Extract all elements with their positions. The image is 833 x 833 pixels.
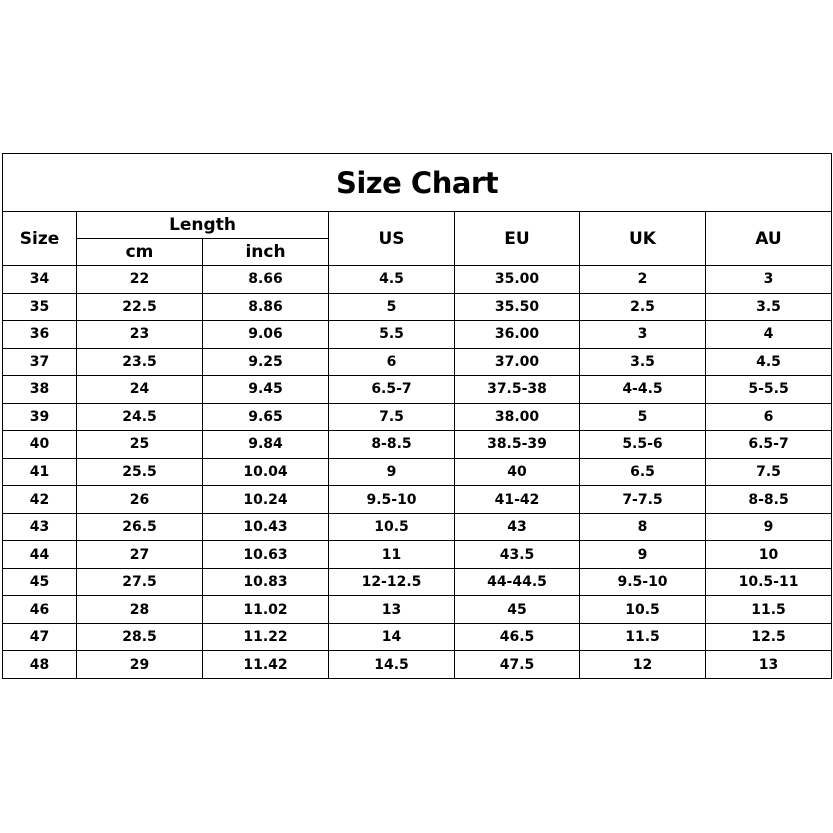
- cell-uk: 5: [580, 403, 706, 431]
- header-inch: inch: [203, 239, 329, 266]
- cell-us: 7.5: [329, 403, 455, 431]
- cell-cm: 27: [77, 541, 203, 569]
- table-row: [3, 596, 832, 624]
- cell-inch: 11.02: [203, 596, 329, 624]
- cell-cm: 24.5: [77, 403, 203, 431]
- cell-size: 34: [3, 266, 77, 294]
- chart-title: Size Chart: [3, 154, 832, 212]
- cell-inch: 10.63: [203, 541, 329, 569]
- cell-us: 6.5-7: [329, 376, 455, 404]
- cell-us: 4.5: [329, 266, 455, 294]
- cell-size: 41: [3, 458, 77, 486]
- header-length: Length: [77, 212, 329, 239]
- cell-us: 5.5: [329, 321, 455, 349]
- cell-uk: 2: [580, 266, 706, 294]
- cell-uk: 3: [580, 321, 706, 349]
- cell-uk: 6.5: [580, 458, 706, 486]
- cell-cm: 25.5: [77, 458, 203, 486]
- cell-inch: 8.86: [203, 293, 329, 321]
- cell-us: 14.5: [329, 651, 455, 679]
- table-row: [3, 568, 832, 596]
- cell-eu: 40: [455, 458, 580, 486]
- cell-au: 9: [706, 513, 832, 541]
- cell-cm: 22: [77, 266, 203, 294]
- cell-au: 3: [706, 266, 832, 294]
- cell-inch: 9.84: [203, 431, 329, 459]
- cell-us: 9: [329, 458, 455, 486]
- cell-cm: 25: [77, 431, 203, 459]
- cell-us: 8-8.5: [329, 431, 455, 459]
- table-row: [3, 403, 832, 431]
- cell-uk: 3.5: [580, 348, 706, 376]
- cell-us: 9.5-10: [329, 486, 455, 514]
- cell-au: 11.5: [706, 596, 832, 624]
- cell-uk: 9.5-10: [580, 568, 706, 596]
- cell-inch: 9.45: [203, 376, 329, 404]
- cell-cm: 28: [77, 596, 203, 624]
- cell-us: 12-12.5: [329, 568, 455, 596]
- header-us: US: [329, 212, 455, 266]
- cell-cm: 23: [77, 321, 203, 349]
- cell-size: 37: [3, 348, 77, 376]
- cell-uk: 9: [580, 541, 706, 569]
- cell-size: 43: [3, 513, 77, 541]
- cell-size: 40: [3, 431, 77, 459]
- table-row: [3, 321, 832, 349]
- table-row: [3, 293, 832, 321]
- cell-uk: 11.5: [580, 623, 706, 651]
- cell-inch: 8.66: [203, 266, 329, 294]
- cell-size: 47: [3, 623, 77, 651]
- cell-inch: 9.06: [203, 321, 329, 349]
- cell-inch: 10.83: [203, 568, 329, 596]
- cell-au: 6.5-7: [706, 431, 832, 459]
- cell-size: 42: [3, 486, 77, 514]
- cell-au: 4.5: [706, 348, 832, 376]
- table-row: [3, 348, 832, 376]
- table-row: [3, 376, 832, 404]
- cell-cm: 22.5: [77, 293, 203, 321]
- cell-cm: 29: [77, 651, 203, 679]
- cell-au: 3.5: [706, 293, 832, 321]
- header-uk: UK: [580, 212, 706, 266]
- cell-size: 35: [3, 293, 77, 321]
- cell-eu: 38.00: [455, 403, 580, 431]
- cell-inch: 10.24: [203, 486, 329, 514]
- cell-size: 38: [3, 376, 77, 404]
- cell-eu: 37.00: [455, 348, 580, 376]
- header-cm: cm: [77, 239, 203, 266]
- cell-uk: 7-7.5: [580, 486, 706, 514]
- cell-size: 36: [3, 321, 77, 349]
- cell-au: 5-5.5: [706, 376, 832, 404]
- cell-eu: 43: [455, 513, 580, 541]
- cell-au: 13: [706, 651, 832, 679]
- cell-inch: 9.25: [203, 348, 329, 376]
- cell-uk: 8: [580, 513, 706, 541]
- cell-uk: 2.5: [580, 293, 706, 321]
- table-row: [3, 266, 832, 294]
- header-eu: EU: [455, 212, 580, 266]
- cell-cm: 26.5: [77, 513, 203, 541]
- size-chart-body: [3, 266, 832, 679]
- cell-size: 46: [3, 596, 77, 624]
- cell-au: 6: [706, 403, 832, 431]
- header-size: Size: [3, 212, 77, 266]
- cell-size: 39: [3, 403, 77, 431]
- cell-us: 14: [329, 623, 455, 651]
- cell-eu: 41-42: [455, 486, 580, 514]
- cell-eu: 35.00: [455, 266, 580, 294]
- cell-us: 6: [329, 348, 455, 376]
- cell-au: 10.5-11: [706, 568, 832, 596]
- cell-inch: 11.42: [203, 651, 329, 679]
- cell-eu: 43.5: [455, 541, 580, 569]
- cell-cm: 26: [77, 486, 203, 514]
- cell-inch: 10.04: [203, 458, 329, 486]
- table-row: [3, 486, 832, 514]
- cell-eu: 35.50: [455, 293, 580, 321]
- cell-uk: 4-4.5: [580, 376, 706, 404]
- cell-au: 10: [706, 541, 832, 569]
- cell-size: 48: [3, 651, 77, 679]
- cell-us: 10.5: [329, 513, 455, 541]
- cell-us: 11: [329, 541, 455, 569]
- table-row: [3, 458, 832, 486]
- cell-inch: 11.22: [203, 623, 329, 651]
- cell-au: 12.5: [706, 623, 832, 651]
- table-row: [3, 541, 832, 569]
- cell-eu: 44-44.5: [455, 568, 580, 596]
- cell-cm: 24: [77, 376, 203, 404]
- cell-cm: 23.5: [77, 348, 203, 376]
- cell-eu: 36.00: [455, 321, 580, 349]
- cell-eu: 38.5-39: [455, 431, 580, 459]
- cell-cm: 27.5: [77, 568, 203, 596]
- cell-au: 8-8.5: [706, 486, 832, 514]
- cell-uk: 5.5-6: [580, 431, 706, 459]
- cell-uk: 10.5: [580, 596, 706, 624]
- cell-eu: 37.5-38: [455, 376, 580, 404]
- cell-size: 45: [3, 568, 77, 596]
- cell-inch: 10.43: [203, 513, 329, 541]
- cell-au: 7.5: [706, 458, 832, 486]
- table-row: [3, 651, 832, 679]
- table-row: [3, 513, 832, 541]
- cell-us: 13: [329, 596, 455, 624]
- cell-eu: 46.5: [455, 623, 580, 651]
- cell-us: 5: [329, 293, 455, 321]
- cell-eu: 45: [455, 596, 580, 624]
- cell-size: 44: [3, 541, 77, 569]
- table-row: [3, 623, 832, 651]
- cell-cm: 28.5: [77, 623, 203, 651]
- cell-uk: 12: [580, 651, 706, 679]
- table-row: [3, 431, 832, 459]
- header-au: AU: [706, 212, 832, 266]
- cell-au: 4: [706, 321, 832, 349]
- cell-eu: 47.5: [455, 651, 580, 679]
- cell-inch: 9.65: [203, 403, 329, 431]
- size-chart-table: [2, 153, 832, 679]
